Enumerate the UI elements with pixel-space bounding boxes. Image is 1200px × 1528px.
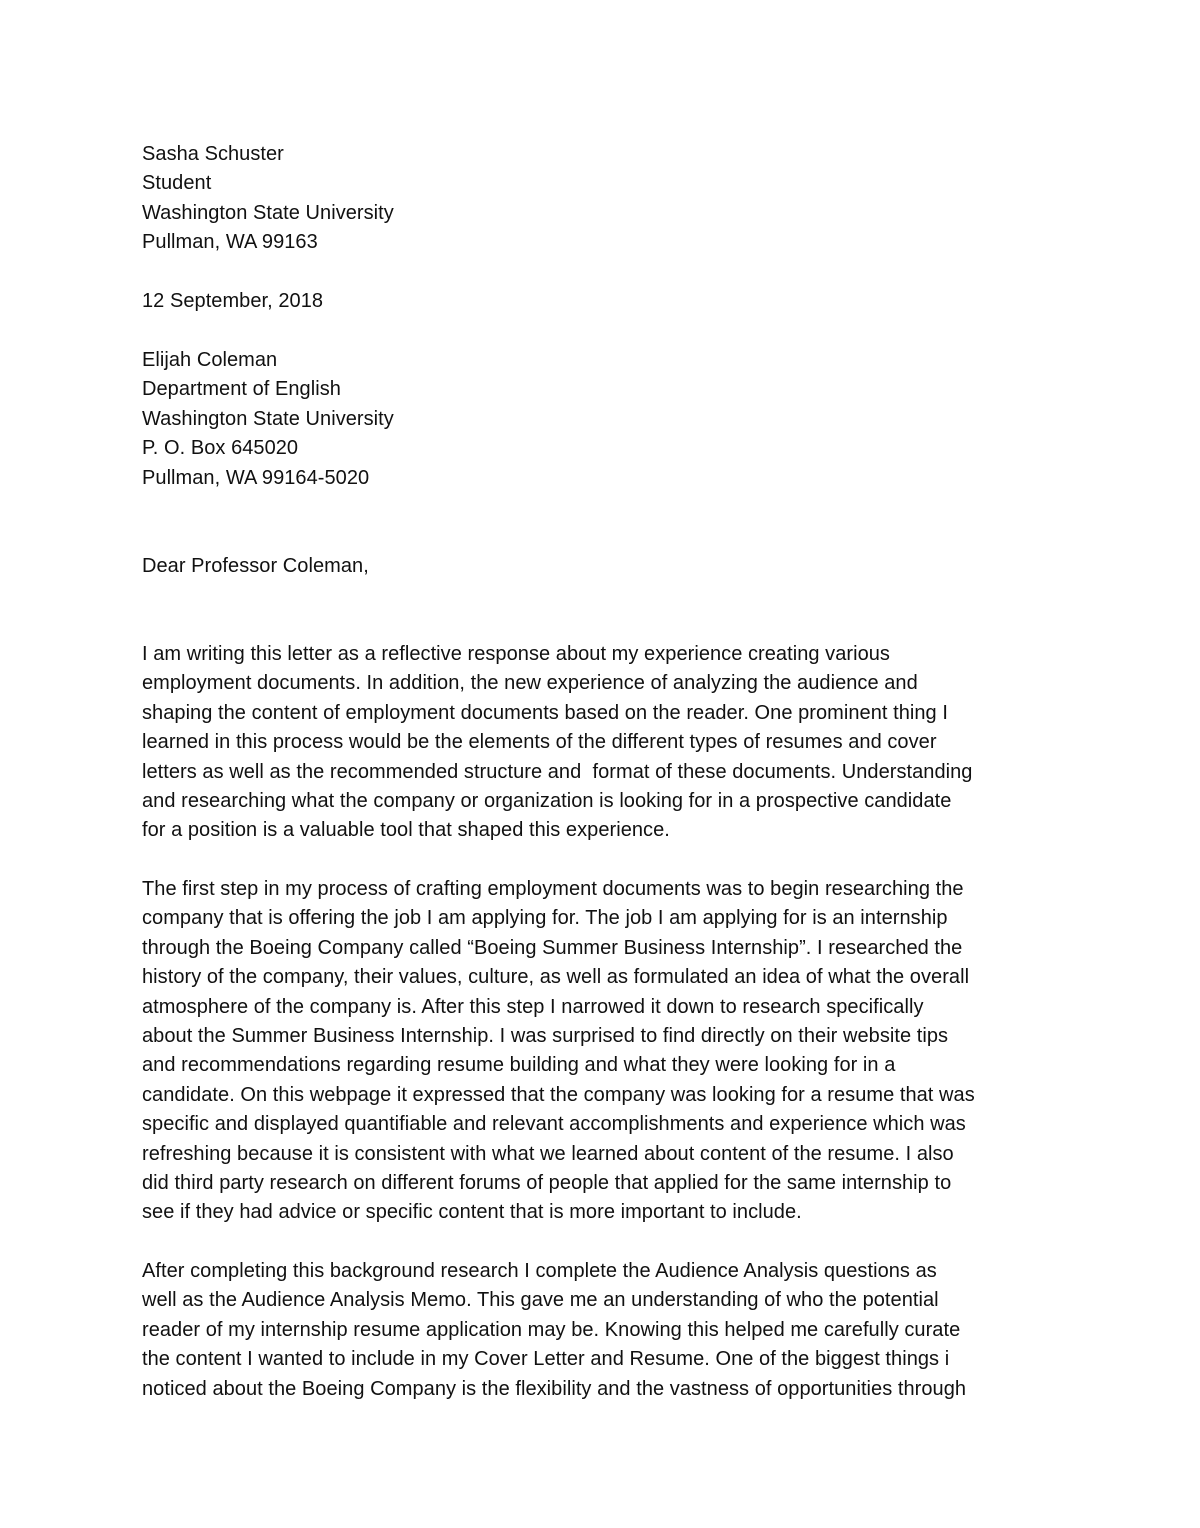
sender-title: Student: [142, 172, 212, 195]
sender-name: Sasha Schuster: [142, 143, 284, 165]
salutation-block: [142, 552, 1072, 581]
paragraph-line: reader of my internship resume application may be. Knowing this helped me carefully curate: [142, 1318, 961, 1341]
recipient-name: Elijah Coleman: [142, 349, 278, 371]
letter-date: 12 September, 2018: [142, 290, 324, 312]
sender-institution: Washington State University: [142, 201, 394, 224]
paragraph-line: and researching what the company or organization is looking for in a prospective candidate: [142, 790, 952, 813]
paragraph-line: through the Boeing Company called “Boeing Summer Business Internship”. I researched the: [142, 936, 963, 959]
paragraph-line: I am writing this letter as a reflective response about my experience creating various: [142, 643, 890, 665]
paragraph-line: about the Summer Business Internship. I was surprised to find directly on their website tips: [142, 1025, 949, 1048]
paragraph-line: The first step in my process of crafting employment documents was to begin researching the: [142, 878, 964, 900]
paragraph-line: did third party research on different forums of people that applied for the same internship to: [142, 1172, 952, 1195]
paragraph-line: well as the Audience Analysis Memo. This gave me an understanding of who the potential: [142, 1289, 939, 1312]
recipient-address-block: [142, 346, 1072, 493]
body-paragraph-2: [142, 875, 1072, 1228]
recipient-city: Pullman, WA 99164-5020: [142, 466, 370, 489]
paragraph-line: shaping the content of employment documents based on the reader. One prominent thing I: [142, 701, 948, 724]
sender-city: Pullman, WA 99163: [142, 231, 318, 254]
paragraph-line: atmosphere of the company is. After this step I narrowed it down to research specifically: [142, 995, 924, 1018]
paragraph-line: the content I wanted to include in my Cover Letter and Resume. One of the biggest things i: [142, 1348, 950, 1371]
paragraph-line: specific and displayed quantifiable and relevant accomplishments and experience which was: [142, 1113, 966, 1136]
paragraph-line: noticed about the Boeing Company is the flexibility and the vastness of opportunities through: [142, 1377, 967, 1400]
paragraph-line: letters as well as the recommended structure and format of these documents. Understanding: [142, 760, 973, 783]
body-paragraph-3: [142, 1257, 1072, 1404]
paragraph-line: employment documents. In addition, the new experience of analyzing the audience and: [142, 672, 918, 695]
paragraph-line: candidate. On this webpage it expressed that the company was looking for a resume that was: [142, 1083, 975, 1106]
letter-date-block: [142, 287, 1072, 316]
sender-address-block: [142, 140, 1072, 258]
paragraph-line: company that is offering the job I am applying for. The job I am applying for is an internship: [142, 907, 948, 930]
paragraph-line: history of the company, their values, culture, as well as formulated an idea of what the overall: [142, 966, 970, 989]
paragraph-line: and recommendations regarding resume building and what they were looking for in a: [142, 1054, 896, 1077]
recipient-department: Department of English: [142, 378, 341, 401]
paragraph-line: for a position is a valuable tool that shaped this experience.: [142, 819, 670, 842]
recipient-institution: Washington State University: [142, 407, 394, 430]
salutation: Dear Professor Coleman,: [142, 555, 369, 577]
paragraph-line: learned in this process would be the elements of the different types of resumes and cover: [142, 731, 937, 754]
body-paragraph-1: [142, 640, 1072, 846]
paragraph-line: see if they had advice or specific content that is more important to include.: [142, 1201, 802, 1224]
recipient-po-box: P. O. Box 645020: [142, 437, 299, 460]
paragraph-line: refreshing because it is consistent with what we learned about content of the resume. I also: [142, 1142, 954, 1165]
paragraph-line: After completing this background research I complete the Audience Analysis questions as: [142, 1260, 937, 1282]
